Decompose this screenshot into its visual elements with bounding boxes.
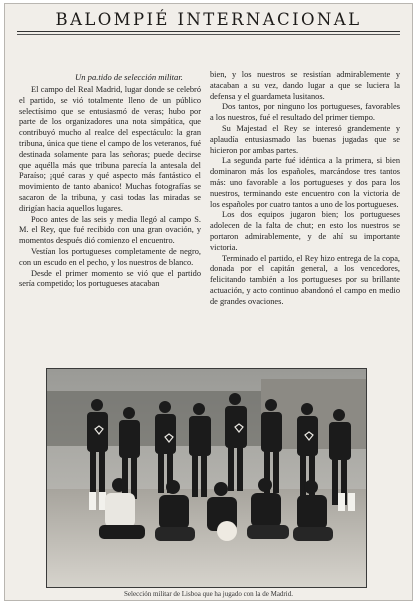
left-column bbox=[19, 70, 201, 290]
title-rule-top bbox=[17, 31, 400, 32]
paragraph: El campo del Real Madrid, lugar donde se celebró el partido, se vió totalmente lleno de un público selectísimo que se entusiasmó de veras; hubo por parte de los organizadores una nota simpática, que contribuyó mucho al realce del espectáculo: la gran tribuna, única que tiene el campo de los veteranos, fué destinada solamente para las señoras; puede decirse que aquélla más que tribuna parecía la antesala del Paraíso; ¡qué caras y qué aspecto más fantástico el movimiento de tanto abanico! Muchas fotografías se sacaron de la tribuna, y casi todas las miradas se dirigían hacia aquellos lugares. bbox=[19, 85, 201, 213]
article-subheading: Un pa.tido de selección militar. bbox=[75, 72, 183, 82]
paragraph: Vestían los portugueses completamente de negro, con un escudo en el pecho, y los nuestros de blanco. bbox=[19, 246, 201, 267]
magazine-page bbox=[4, 3, 413, 601]
paragraph: Poco antes de las seis y media llegó al campo S. M. el Rey, que fué recibido con una gran ovación, y momentos después dió comienzo el encuentro. bbox=[19, 214, 201, 246]
paragraph: bien, y los nuestros se resistían admirablemente y atacaban a su vez, dando lugar a que se luciera la defensa y el guardameta lusitanos. bbox=[210, 70, 400, 101]
team-photo-image bbox=[47, 369, 366, 587]
paragraph: Dos tantos, por ninguno los portugueses, favorables a los nuestros, fué el resultado del primer tiempo. bbox=[210, 102, 400, 123]
title-rule-bottom bbox=[17, 34, 400, 35]
photo-caption: Selección militar de Lisboa que ha jugado con la de Madrid. bbox=[124, 590, 293, 598]
page-title: BALOMPIÉ INTERNACIONAL bbox=[55, 10, 362, 29]
paragraph: La segunda parte fué idéntica a la primera, si bien dominaron más los españoles, marcándose tres tantos más: uno favorable a los portugueses y dos para los nuestros, terminando este encuentro con la victoria de los españoles por cuatro tantos a uno de los portugueses. bbox=[210, 156, 400, 209]
right-column bbox=[210, 70, 400, 308]
team-photo bbox=[46, 368, 367, 588]
paragraph: Terminado el partido, el Rey hizo entrega de la copa, donada por el capitán general, a los vencedores, felicitando también a los portugueses por su brillante actuación, y acto continuo abandonó el campo en medio de grandes ovaciones. bbox=[210, 253, 400, 306]
paragraph: Su Majestad el Rey se interesó grandemente y aplaudía entusiasmado las buenas jugadas que se hicieron por ambas partes. bbox=[210, 123, 400, 155]
paragraph: Los dos equipos jugaron bien; los portugueses adolecen de la falta de chut; en esto los nuestros se portaron admirablemente, y de ahí su importante victoria. bbox=[210, 210, 400, 252]
paragraph: Desde el primer momento se vió que el partido sería competido; los portugueses atacaban bbox=[19, 268, 201, 289]
